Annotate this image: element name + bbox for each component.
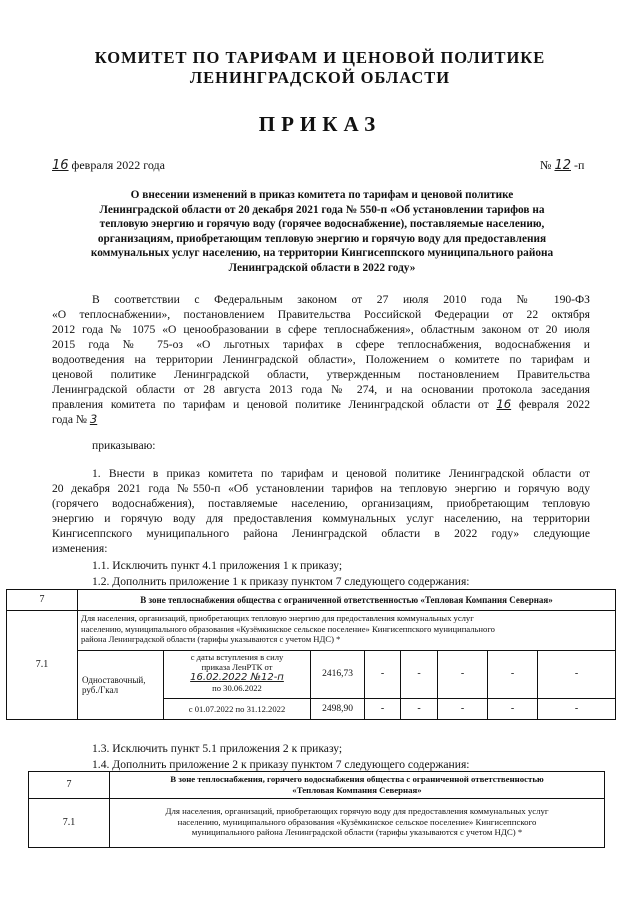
number-suffix: -п: [574, 158, 585, 172]
order-word: приказываю:: [92, 439, 156, 452]
preamble-line: 2012 года № 1075 «О ценообразовании в сфере теплоснабжения», областным законом от 20 июля: [52, 323, 590, 336]
table1-dash: -: [400, 698, 438, 720]
period-line: с даты вступления в силу: [190, 652, 284, 662]
subject-line: Ленинградской области в 2022 году»: [228, 261, 416, 274]
table1-period-1: [163, 650, 311, 699]
period-line: по 30.06.2022: [212, 683, 262, 694]
table2-zone-line: «Тепловая Компания Северная»: [292, 784, 422, 795]
sub-item-1-4: 1.4. Дополнить приложение 2 к приказу пунктом 7 следующего содержания:: [92, 758, 470, 771]
document-title: ПРИКАЗ: [258, 112, 382, 136]
preamble-line: водоотведения на территории Ленинградской области», Положением о комитете по тарифам и: [52, 353, 590, 366]
table1-dash: -: [437, 698, 488, 720]
protocol-line: [52, 412, 590, 427]
subject-line: организациям, приобретающим тепловую энергию и горячую воду для предоставления: [97, 232, 547, 245]
table2-zone-line: В зоне теплоснабжения, горячего водоснабжения общества с ограниченной ответственностью: [170, 774, 544, 784]
number-handwritten: 12: [554, 158, 571, 173]
table1-description: [77, 610, 616, 651]
table2-desc-line: Для населения, организаций, приобретающих горячую воду для предоставления коммунальных услуг: [165, 806, 549, 816]
table1-desc-line: района Ленинградской области (тарифы указываются с учетом НДС) *: [81, 634, 341, 644]
rate-type-line: Одноставочный,: [82, 674, 146, 685]
preamble-line: «О теплоснабжении», постановлением Правительства Российской Федерации от 22 октября: [52, 308, 590, 321]
sub-item-1-1: 1.1. Исключить пункт 4.1 приложения 1 к приказу;: [92, 559, 343, 572]
table2-sub-number: 7.1: [28, 798, 110, 848]
item-1-paragraph: [52, 466, 590, 556]
table1-row-number: 7: [6, 589, 78, 611]
item-1-line: Кингисеппского муниципального района Ленинградской области в 2022 году» следующие: [52, 527, 590, 540]
table2-zone-header: [109, 771, 605, 799]
sub-item-1-2: 1.2. Дополнить приложение 1 к приказу пунктом 7 следующего содержания:: [92, 575, 470, 588]
number-prefix: №: [540, 158, 552, 172]
table1-dash: -: [537, 698, 616, 720]
table1-dash: -: [437, 650, 488, 699]
header-line-1: КОМИТЕТ ПО ТАРИФАМ И ЦЕНОВОЙ ПОЛИТИКЕ: [94, 48, 546, 67]
table1-dash: -: [537, 650, 616, 699]
item-1-line: энергию и горячую воду для предоставления коммунальных услуг населению, на территории: [52, 512, 590, 525]
table1-desc-line: населению, муниципального образования «Кузёмкинское сельское поселение» Кингисеппского муниципального: [81, 623, 495, 634]
order-number: [540, 158, 584, 173]
subject-line: Ленинградской области от 20 декабря 2021 года № 550-п «Об установлении тарифов на: [99, 203, 545, 216]
preamble-line: ценовой политике Ленинградской области, утвержденным постановлением Правительства: [52, 368, 590, 381]
table2-desc-line: населению, муниципального образования «Кузёмкинское сельское поселение» Кингисеппского: [177, 816, 537, 827]
sub-item-1-3: 1.3. Исключить пункт 5.1 приложения 2 к приказу;: [92, 742, 343, 755]
table1-sub-number: 7.1: [6, 610, 78, 720]
order-date: [52, 158, 165, 173]
preamble-text: февраля 2022: [518, 398, 590, 411]
preamble-line: 2015 года № 75-оз «О льготных тарифах в сфере теплоснабжения, водоснабжения и: [52, 338, 590, 351]
table1-desc-line: Для населения, организаций, приобретающих тепловую энергию для предоставления коммунальных услуг: [81, 613, 474, 623]
preamble-text: правления комитета по тарифам и ценовой политике Ленинградской области от: [52, 398, 489, 411]
table1-dash: -: [487, 698, 538, 720]
subject-line: коммунальных услуг населению, на территории Кингисеппского муниципального района: [90, 247, 554, 260]
period-line: приказа ЛенРТК от: [201, 662, 273, 673]
table1-period-2: с 01.07.2022 по 31.12.2022: [163, 698, 311, 720]
order-subject: [58, 188, 586, 276]
period-order-handwritten: 16.02.2022 №12-п: [190, 671, 284, 683]
date-month-year: февраля 2022 года: [71, 158, 165, 172]
date-day-handwritten: 16: [52, 158, 69, 173]
protocol-number-handwritten: 3: [89, 412, 98, 426]
item-1-line: (горячего водоснабжения), поставляемые населению, организациям, приобретающим тепловую: [52, 497, 590, 510]
table2-desc-line: муниципального района Ленинградской области (тарифы указываются с учетом НДС) *: [191, 827, 523, 837]
table1-rate-type: [77, 650, 164, 720]
protocol-prefix: года №: [52, 413, 87, 426]
header-line-2: ЛЕНИНГРАДСКОЙ ОБЛАСТИ: [189, 68, 451, 87]
table2-description: [109, 798, 605, 848]
item-1-line: изменения:: [52, 542, 108, 555]
item-1-line: 1. Внести в приказ комитета по тарифам и ценовой политике Ленинградской области от: [92, 467, 590, 480]
table2-row-number: 7: [28, 771, 110, 799]
rate-type-line: руб./Гкал: [82, 685, 119, 695]
table1-value-2: 2498,90: [310, 698, 365, 720]
subject-line: тепловую энергию и горячую воду (горячее водоснабжение), поставляемые населению,: [99, 218, 545, 231]
table1-dash: -: [400, 650, 438, 699]
table1-dash: -: [364, 698, 401, 720]
meeting-day-handwritten: 16: [496, 397, 512, 411]
subject-line: О внесении изменений в приказ комитета по тарифам и ценовой политике: [130, 189, 514, 201]
table1-dash: -: [487, 650, 538, 699]
table1-dash: -: [364, 650, 401, 699]
preamble-last-line: [52, 397, 590, 412]
preamble-line: В соответствии с Федеральным законом от 27 июля 2010 года № 190-ФЗ: [92, 293, 590, 306]
table1-zone-header: В зоне теплоснабжения общества с ограниченной ответственностью «Тепловая Компания Северная»: [77, 589, 616, 611]
committee-header: [60, 48, 580, 88]
preamble-line: Ленинградской области от 28 августа 2013 года № 274, и на основании протокола заседания: [52, 383, 590, 396]
preamble-paragraph: [52, 292, 590, 427]
item-1-line: 20 декабря 2021 года №550-п «Об установлении тарифов на тепловую энергию и горячую воду: [52, 482, 590, 495]
table1-value-1: 2416,73: [310, 650, 365, 699]
